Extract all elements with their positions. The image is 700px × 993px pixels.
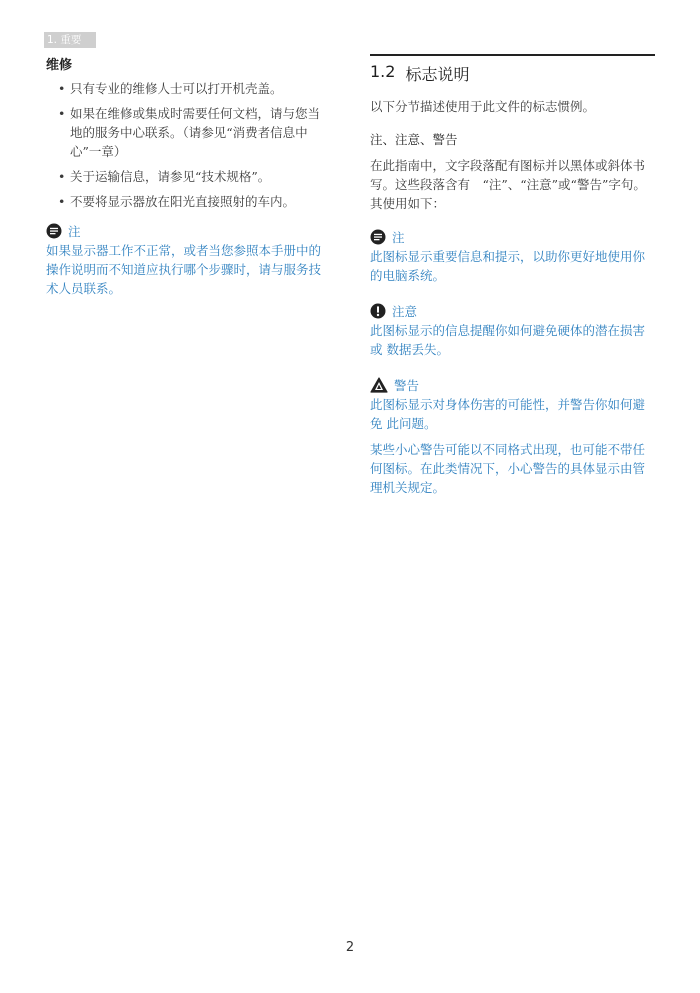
- section-divider: [370, 54, 655, 56]
- caution-text: 此图标显示的信息提醒你如何避免硬体的潜在损害或 数据丢失。: [370, 322, 646, 357]
- warning-icon: [370, 377, 388, 393]
- sub-text: 在此指南中，文字段落配有图标并以黑体或斜体书写。这些段落含有 “注”、“注意”或“警告”字句。其使用如下：: [370, 157, 646, 211]
- right-column: [370, 54, 655, 497]
- note-label: 注: [68, 224, 81, 239]
- left-column: [46, 54, 321, 298]
- note-label: 注: [392, 229, 405, 245]
- list-item: [46, 104, 321, 161]
- note-icon: [46, 223, 62, 239]
- warning-label: 警告: [394, 377, 420, 393]
- list-item: [46, 192, 321, 211]
- note-text: 此图标显示重要信息和提示，以助你更好地使用你 的电脑系统。: [370, 248, 646, 283]
- bullet-icon: •: [58, 169, 66, 184]
- list-item: [46, 79, 321, 98]
- intro-text: 以下分节描述使用于此文件的标志惯例。: [370, 98, 596, 114]
- section-title: [370, 62, 655, 85]
- left-note-text: 如果显示器工作不正常，或者当您参照本手册中的操作说明而不知道应执行哪个步骤时，请与服务技术人员联系。: [46, 243, 322, 296]
- sub-heading: 注、注意、警告: [370, 131, 458, 147]
- caution-label: 注意: [392, 303, 418, 319]
- warning-header: [370, 375, 655, 395]
- chapter-tab: 1. 重要: [44, 32, 96, 48]
- list-item: [46, 167, 321, 186]
- page-number: 2: [345, 940, 355, 955]
- maintenance-heading: 维修: [46, 58, 73, 73]
- section-title-text: 标志说明: [405, 64, 470, 84]
- list-item-text: 如果在维修或集成时需要任何文档，请与您当地的服务中心联系。（请参见“消费者信息中心”一章）: [70, 106, 321, 159]
- list-item-text: 不要将显示器放在阳光直接照射的车内。: [70, 194, 296, 209]
- bullet-icon: •: [58, 81, 66, 96]
- note-icon: [370, 229, 386, 245]
- warning-text: 此图标显示对身体伤害的可能性，并警告你如何避免 此问题。: [370, 396, 646, 431]
- bullet-icon: •: [58, 106, 66, 121]
- caution-header: [370, 301, 655, 321]
- list-item-text: 关于运输信息，请参见“技术规格”。: [70, 169, 271, 184]
- caution-icon: [370, 303, 386, 319]
- list-item-text: 只有专业的维修人士可以打开机壳盖。: [70, 81, 283, 96]
- maintenance-list: [46, 79, 321, 211]
- warning-extra-text: 某些小心警告可能以不同格式出现，也可能不带任何图标。在此类情况下，小心警告的具体显示由管理机关规定。: [370, 441, 646, 495]
- note-header: [370, 227, 655, 247]
- section-number: 1.2: [370, 61, 396, 81]
- bullet-icon: •: [58, 194, 66, 209]
- left-note-header: [46, 221, 321, 241]
